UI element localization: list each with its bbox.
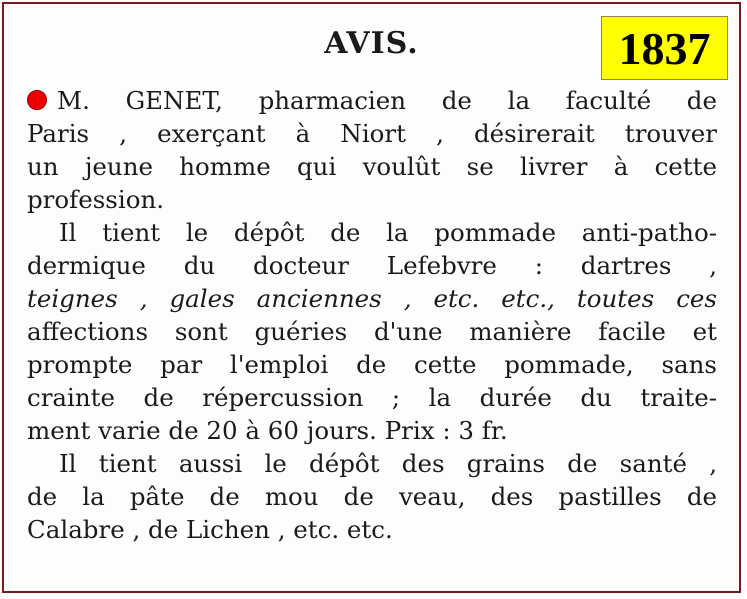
text-line: un jeune homme qui voulût se livrer à cette: [27, 152, 717, 181]
text-line: dermique du docteur Lefebvre : dartres ,: [27, 251, 717, 280]
text-line: Calabre , de Lichen , etc. etc.: [27, 515, 393, 544]
paragraph-3: [27, 447, 717, 546]
red-dot-marker-icon: [27, 90, 47, 110]
year-badge: 1837: [601, 16, 728, 80]
paragraph-2: [27, 216, 717, 447]
notice-title: AVIS.: [324, 26, 419, 61]
notice-body: [27, 84, 717, 546]
paragraph-1: [27, 84, 717, 216]
text-line: Il tient le dépôt de la pommade anti-patho-: [59, 218, 717, 247]
text-line: de la pâte de mou de veau, des pastilles de: [27, 482, 717, 511]
text-line: crainte de répercussion ; la durée du traite-: [27, 383, 717, 412]
text-line: M. GENET, pharmacien de la faculté de: [27, 84, 717, 117]
text-line: ment varie de 20 à 60 jours. Prix : 3 fr.: [27, 416, 508, 445]
text-line: prompte par l'emploi de cette pommade, sans: [27, 350, 717, 379]
text-line: Il tient aussi le dépôt des grains de santé ,: [59, 449, 717, 478]
text-line: teignes , gales anciennes , etc. etc., toutes ces: [27, 284, 717, 313]
text-line: Paris , exerçant à Niort , désirerait trouver: [27, 119, 717, 148]
text-line: profession.: [27, 185, 165, 214]
text-line: affections sont guéries d'une manière facile et: [27, 317, 717, 346]
